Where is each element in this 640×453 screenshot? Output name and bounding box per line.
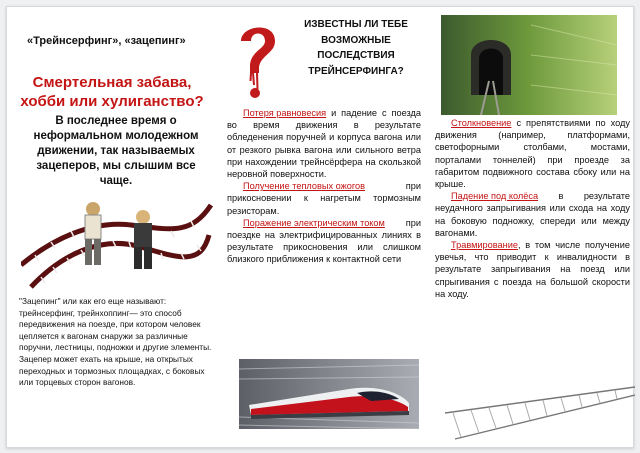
manga-figures-image: [21, 195, 213, 293]
consequence-text: при прикосновении к нагретым тормозным резисторам.: [227, 181, 421, 216]
consequence-text: , в том числе получение увечья, что приводит к инвалидности в результате запрыгивания на поезд или спрыгивания с поезда на большой скорости на ходу.: [435, 240, 630, 299]
consequence-term: Потеря равновесия: [243, 108, 327, 118]
col1-title: [7, 73, 217, 111]
high-speed-train-image: [239, 359, 419, 429]
consequence-term: Столкновение: [451, 118, 512, 128]
col2-heading: [291, 17, 421, 79]
col2-heading-line: ПОСЛЕДСТВИЯ: [317, 50, 395, 61]
consequence-item: [227, 217, 421, 266]
col3-consequences: [435, 117, 630, 300]
col2-heading-line: ТРЕЙНСЕРФИНГА?: [308, 65, 404, 77]
consequence-item: [227, 107, 421, 180]
col1-title-line2: хобби или хулиганство?: [20, 93, 204, 110]
consequence-text: и падение с поезда во время движения в результате обледенения поручней и корпуса вагона или от резкого рывка вагона или сильного ветра при нахождении трейнсёрфера на скользкой неровной поверхности.: [227, 108, 421, 180]
consequence-term: Поражение электрическим током: [243, 217, 385, 228]
consequence-item: [435, 117, 630, 190]
consequence-term: Падение под колёса: [451, 191, 539, 202]
consequence-text: с препятствиями по ходу движения (например, платформами, светофорными столбами, мостами, порталами тоннелей) при проезде за габаритом подвижного состава сбоку или на крыше.: [435, 118, 630, 190]
col1-intro: В последнее время о неформальном молодежном движении, так называемых зацеперов, мы слышим все чаще.: [33, 115, 199, 187]
brochure-page: [6, 6, 634, 448]
col1-heading: «Трейнсерфинг», «зацепинг»: [27, 35, 186, 47]
column-right: [423, 7, 633, 447]
consequence-item: [227, 180, 421, 217]
railway-tunnel-image: [441, 15, 617, 115]
column-middle: [219, 7, 421, 447]
consequence-item: [435, 190, 630, 239]
consequence-text: в результате неудачного запрыгивания или схода на ходу на боковую подножку, спереди или между вагонами.: [435, 191, 630, 238]
consequence-term: Травмирование: [451, 240, 518, 251]
col2-consequences: [227, 107, 421, 266]
col1-body: "Зацепинг" или как его еще называют: трейнсерфинг, трейнхоппинг— это способ передвижения на поезде, при котором человек цепляется к вагонам снаружи за различные поручни, лестницы, подножки и другие элементы. Зацепер может ехать на крыше, на открытых переходных и тормозных площадках, с боковых или торцевых сторон вагонов.: [19, 296, 212, 388]
col2-heading-line: ВОЗМОЖНЫЕ: [321, 34, 391, 46]
railway-tracks-image: [445, 383, 635, 445]
col2-heading-line: ИЗВЕСТНЫ ЛИ ТЕБЕ: [304, 19, 408, 30]
consequence-text: при поездке на электрифицированных линиях в результате прикосновения или слишком близкого приближения к контактной сети: [227, 217, 421, 265]
col1-title-line1: Смертельная забава,: [32, 74, 192, 91]
consequence-term: Получение тепловых ожогов: [243, 181, 366, 192]
column-left: [7, 7, 217, 447]
consequence-item: [435, 239, 630, 300]
question-mark-icon: [233, 19, 283, 99]
